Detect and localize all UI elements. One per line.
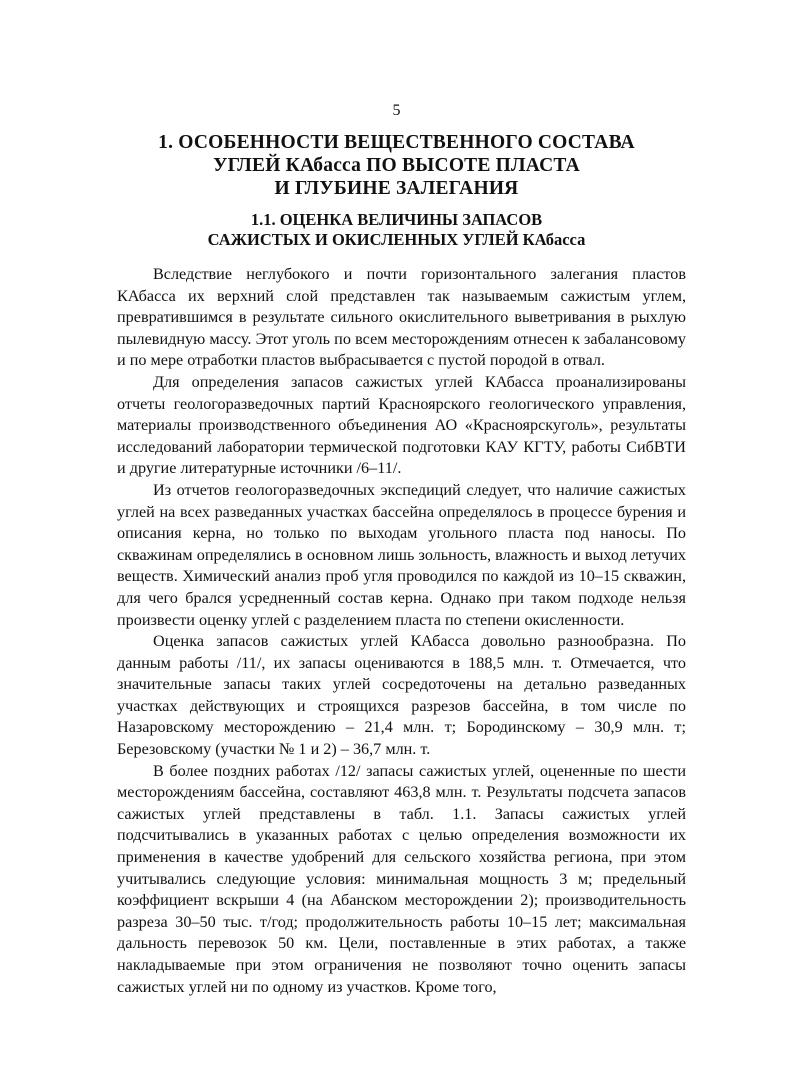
paragraph: Вследствие неглубокого и почти горизонтального залегания пластов КАбасса их верхний слой представлен так называемым сажистым углем, превратившимся в результате сильного окислительного выветривания в рыхлую пылевидную массу. Этот уголь по всем месторождениям отнесен к забалансовому и по мере отработки пластов выбрасывается с пустой породой в отвал.: [117, 265, 686, 370]
chapter-title-line: УГЛЕЙ КАбасса ПО ВЫСОТЕ ПЛАСТА: [213, 155, 580, 176]
chapter-title: [100, 131, 693, 200]
paragraph: Для определения запасов сажистых углей КАбасса проанализированы отчеты геологоразведочных партий Красноярского геологического управления, материалы производственного объединения АО «Красноярскуголь», результаты исследований лаборатории термической подготовки КАУ КГТУ, работы СибВТИ и другие литературные источники /6–11/.: [117, 372, 686, 478]
section-title: [100, 210, 693, 250]
paragraph: Из отчетов геологоразведочных экспедиций следует, что наличие сажистых углей на всех разведанных участках бассейна определялось в процессе бурения и описания керна, но только по выходам угольного пласта под наносы. По скважинам определялись в основном лишь зольность, влажность и выход летучих веществ. Химический анализ проб угля проводился по каждой из 10–15 скважин, для чего брался усредненный состав керна. Однако при таком подходе нельзя произвести оценку углей с разделением пласта по степени окисленности.: [117, 480, 686, 629]
body-text: [117, 264, 686, 998]
paragraph: В более поздних работах /12/ запасы сажистых углей, оцененные по шести месторождениям бассейна, составляют 463,8 млн. т. Результаты подсчета запасов сажистых углей представлены в табл. 1.1. Запасы сажистых углей подсчитывались в указанных работах с целью определения возможности их применения в качестве удобрений для сельского хозяйства региона, при этом учитывались следующие условия: минимальная мощность 3 м; предельный коэффициент вскрыши 4 (на Абанском месторождении 2); производительность разреза 30–50 тыс. т/год; продолжительность работы 10–15 лет; максимальная дальность перевозок 50 км. Цели, поставленные в этих работах, а также накладываемые при этом ограничения не позволяют точно оценить запасы сажистых углей ни по одному из участков. Кроме того,: [117, 761, 686, 996]
chapter-title-line: И ГЛУБИНЕ ЗАЛЕГАНИЯ: [274, 178, 519, 199]
chapter-title-line: 1. ОСОБЕННОСТИ ВЕЩЕСТВЕННОГО СОСТАВА: [158, 132, 635, 153]
paragraph: Оценка запасов сажистых углей КАбасса довольно разнообразна. По данным работы /11/, их запасы оцениваются в 188,5 млн. т. Отмечается, что значительные запасы таких углей сосредоточены на детально разведанных участках действующих и строящихся разрезов бассейна, в том числе по Назаровскому месторождению – 21,4 млн. т; Бородинскому – 30,9 млн. т; Березовскому (участки № 1 и 2) – 36,7 млн. т.: [117, 632, 686, 759]
section-title-line: САЖИСТЫХ И ОКИСЛЕННЫХ УГЛЕЙ КАбасса: [207, 230, 586, 249]
page-number: 5: [392, 102, 401, 119]
section-title-line: 1.1. ОЦЕНКА ВЕЛИЧИНЫ ЗАПАСОВ: [250, 210, 543, 229]
